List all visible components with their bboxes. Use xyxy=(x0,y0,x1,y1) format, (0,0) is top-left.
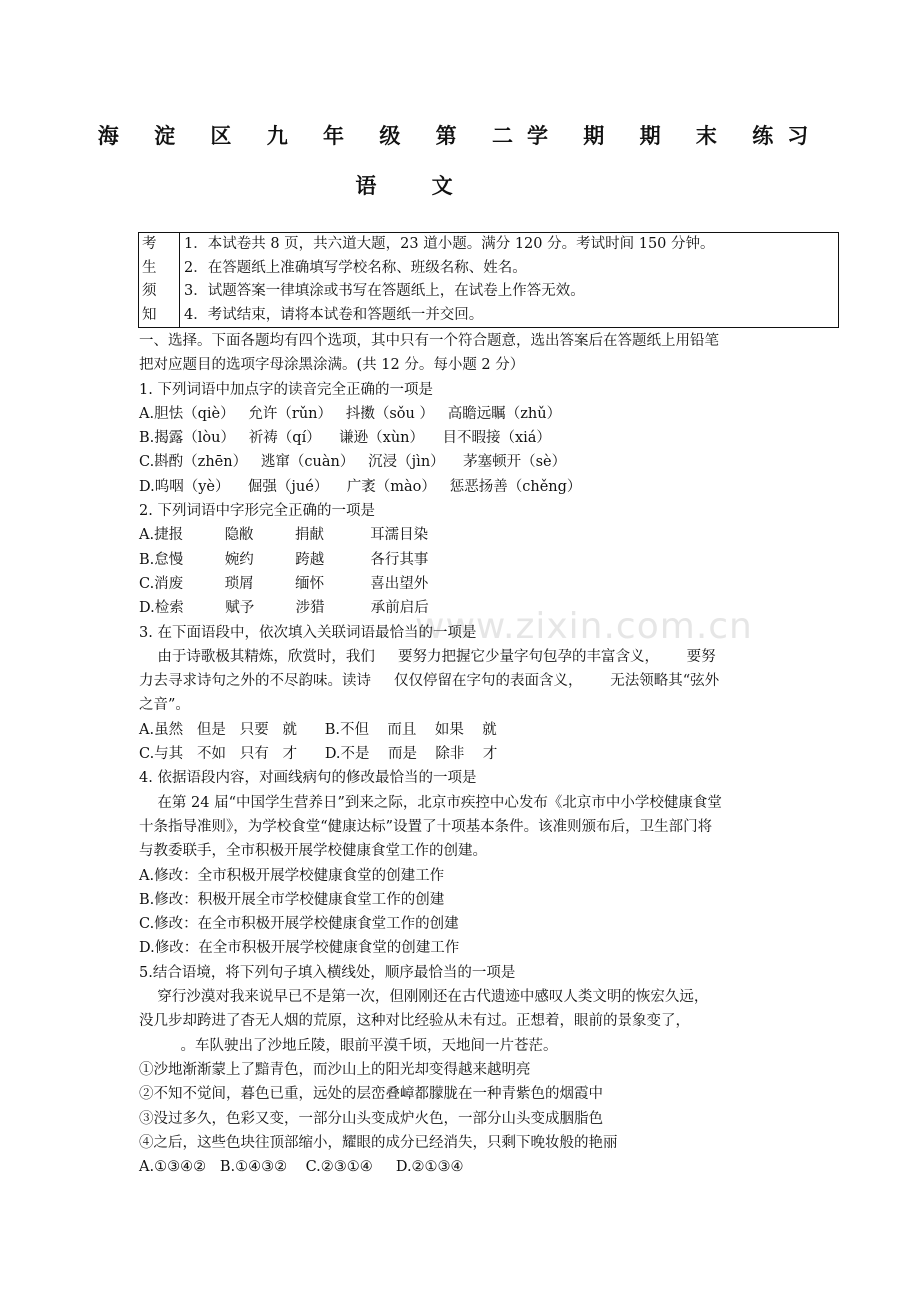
question-4-passage: 与教委联手，全市积极开展学校健康食堂工作的创建。 xyxy=(139,843,487,860)
section-intro: 把对应题目的选项字母涂黑涂满。(共 12 分。每小题 2 分） xyxy=(139,357,525,374)
question-2-option: A.捷报 隐敝 捐献 耳濡目染 xyxy=(139,527,429,544)
question-5-sentence: ①沙地渐渐蒙上了黯青色，而沙山上的阳光却变得越来越明亮 xyxy=(139,1061,531,1078)
page-title: 海 淀 区 九 年 级 第 二学 期 期 末 练习 xyxy=(97,123,823,148)
question-2-option: C.消废 琐屑 缅怀 喜出望外 xyxy=(139,575,429,592)
question-5-options: A.①③④② B.①④③② C.②③①④ D.②①③④ xyxy=(139,1159,464,1176)
notice-side-char: 知 xyxy=(139,304,180,328)
question-5-passage: 穿行沙漠对我来说早已不是第一次，但刚刚还在古代遗迹中感叹人类文明的恢宏久远， xyxy=(139,989,709,1006)
question-5-passage: 没几步却跨进了杳无人烟的荒原，这种对比经验从未有过。正想着，眼前的景象变了， xyxy=(139,1013,690,1030)
question-5-sentence: ②不知不觉间，暮色已重，远处的层峦叠嶂都朦胧在一种青紫色的烟霞中 xyxy=(139,1086,603,1103)
question-3-option: C.与其 不如 只有 才 D.不是 而是 除非 才 xyxy=(139,746,498,763)
question-3-option: A.虽然 但是 只要 就 B.不但 而且 如果 就 xyxy=(139,721,497,738)
question-3-passage: 力去寻求诗句之外的不尽韵味。读诗 仅仅停留在字句的表面含义， 无法领略其“弦外 xyxy=(139,673,720,690)
question-4-option: D.修改：在全市积极开展学校健康食堂的创建工作 xyxy=(139,940,460,957)
notice-item: 3．试题答案一律填涂或书写在答题纸上，在试卷上作答无效。 xyxy=(180,280,839,304)
subject-title: 语 文 xyxy=(355,173,477,198)
question-3-stem: 3. 在下面语段中，依次填入关联词语最恰当的一项是 xyxy=(139,624,477,641)
question-5-stem: 5.结合语境，将下列句子填入横线处，顺序最恰当的一项是 xyxy=(139,964,516,981)
notice-item: 1．本试卷共 8 页，共六道大题，23 道小题。满分 120 分。考试时间 150 分钟。 xyxy=(180,233,839,257)
section-intro: 一、选择。下面各题均有四个选项，其中只有一个符合题意，选出答案后在答题纸上用铅笔 xyxy=(139,333,719,349)
notice-side-char: 生 xyxy=(139,257,180,281)
notice-side-char: 考 xyxy=(139,233,180,257)
question-1-option: C.斟酌（zhēn） 逃窜（cuàn） 沉浸（jìn） 茅塞顿开（sè） xyxy=(139,454,567,471)
question-1-option: A.胆怯（qiè） 允许（rǔn） 抖擞（sǒu ） 高瞻远瞩（zhǔ） xyxy=(139,405,562,422)
question-4-passage: 十条指导准则》，为学校食堂“健康达标”设置了十项基本条件。该准则颁布后，卫生部门将 xyxy=(139,818,713,835)
watermark: www.zixin.com.cn xyxy=(415,606,753,647)
question-5-sentence: ④之后，这些色块往顶部缩小，耀眼的成分已经消失，只剩下晚妆般的艳丽 xyxy=(139,1134,618,1151)
question-2-option: D.检索 赋予 涉猎 承前启后 xyxy=(139,600,429,617)
question-4-option: C.修改：在全市积极开展学校健康食堂工作的创建 xyxy=(139,916,459,933)
question-5-passage: 。车队驶出了沙地丘陵，眼前平漠千顷，天地间一片苍茫。 xyxy=(139,1037,558,1054)
question-1-option: B.揭露（lòu） 祈祷（qí） 谦逊（xùn） 目不暇接（xiá） xyxy=(139,430,551,447)
notice-item: 2．在答题纸上准确填写学校名称、班级名称、姓名。 xyxy=(180,257,839,281)
question-3-passage: 由于诗歌极其精炼，欣赏时，我们 要努力把握它少量字句包孕的丰富含义， 要努 xyxy=(139,648,716,665)
question-content xyxy=(139,329,789,1179)
notice-side-char: 须 xyxy=(139,280,180,304)
question-4-stem: 4. 依据语段内容，对画线病句的修改最恰当的一项是 xyxy=(139,770,477,787)
question-2-option: B.怠慢 婉约 跨越 各行其事 xyxy=(139,551,429,568)
question-1-stem: 1. 下列词语中加点字的读音完全正确的一项是 xyxy=(139,381,433,398)
question-5-sentence: ③没过多久，色彩又变，一部分山头变成炉火色，一部分山头变成胭脂色 xyxy=(139,1110,603,1127)
question-4-option: B.修改：积极开展全市学校健康食堂工作的创建 xyxy=(139,891,445,908)
question-4-option: A.修改：全市积极开展学校健康食堂的创建工作 xyxy=(139,867,445,884)
question-2-stem: 2. 下列词语中字形完全正确的一项是 xyxy=(139,503,375,520)
question-3-passage: 之音”。 xyxy=(139,697,190,714)
exam-notice-box xyxy=(138,232,839,328)
question-1-option: D.呜咽（yè） 倔强（jué） 广袤（mào） 惩恶扬善（chěng） xyxy=(139,478,582,495)
question-4-passage: 在第 24 届“中国学生营养日”到来之际，北京市疾控中心发布《北京市中小学校健康食堂 xyxy=(139,794,722,811)
notice-item: 4．考试结束，请将本试卷和答题纸一并交回。 xyxy=(180,304,839,328)
